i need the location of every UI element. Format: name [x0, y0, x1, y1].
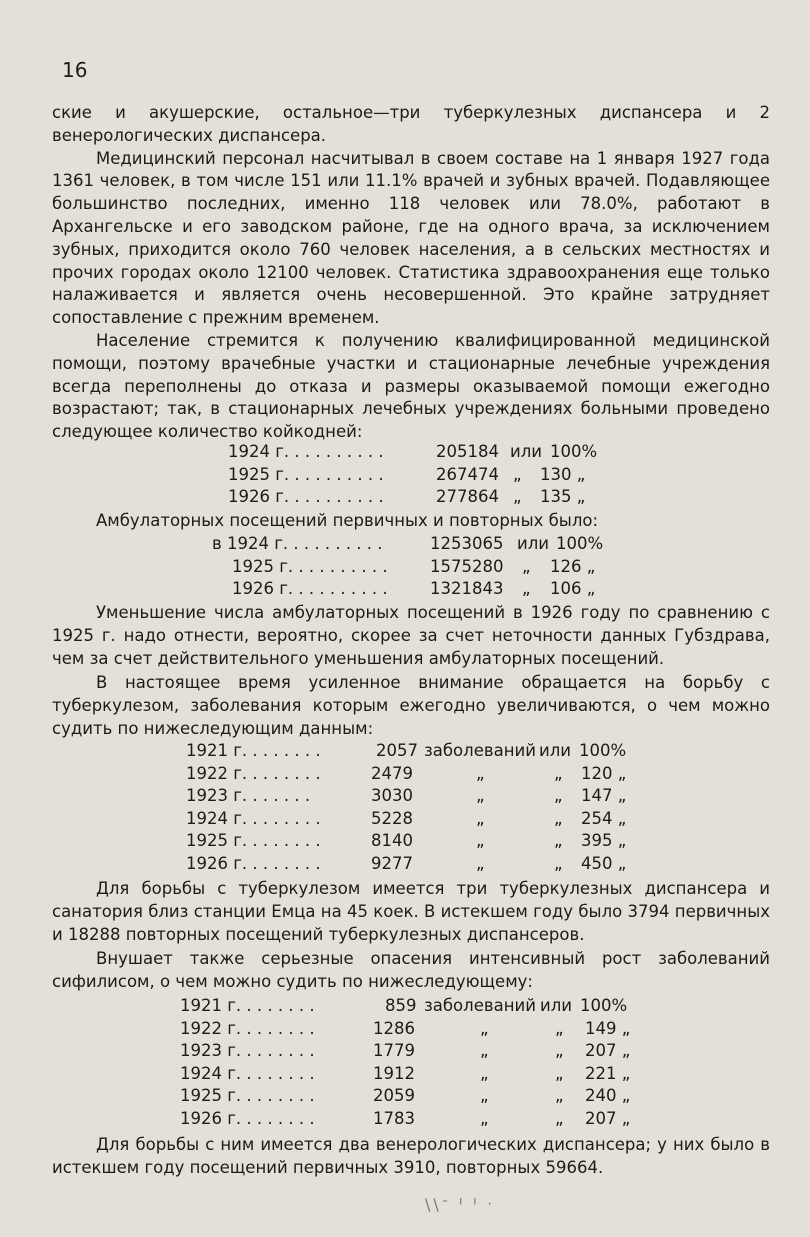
paragraph: Уменьшение числа амбулаторных посещений в 1926 году по сравнению с 1925 г. надо отнести, вероятно, скорее за счет неточности данных Губздрава, чем за счет действительного уменьшения амбулаторных посещений.	[52, 603, 770, 668]
handwritten-mark: \\ᐨ ᑊ ᑊ ᐧ	[425, 1195, 495, 1214]
word-cell: „	[480, 1086, 489, 1106]
word-cell: „	[476, 831, 485, 851]
page-number: 16	[62, 58, 88, 82]
pct-cell: 100%	[580, 996, 628, 1015]
pct-cell: 100%	[550, 442, 598, 461]
year-cell: 1921 г. . . . . . . .	[180, 996, 315, 1015]
year-cell: 1924 г. . . . . . . .	[186, 808, 321, 828]
value-cell: 2479	[371, 763, 413, 783]
word-cell: „	[555, 1041, 564, 1061]
value-cell: 5228	[371, 808, 413, 828]
ambulatory-heading: Амбулаторных посещений первичных и повторных было:	[96, 511, 599, 530]
year-cell: 1924 г. . . . . . . .	[180, 1063, 315, 1083]
middle-text	[52, 602, 770, 741]
pct-cell: 254 „	[581, 808, 627, 828]
pct-cell: 147 „	[581, 786, 627, 806]
pct-cell: 240 „	[585, 1086, 631, 1106]
word-cell: „	[480, 1041, 489, 1061]
pct-cell: 100%	[556, 534, 604, 553]
paragraph: Для борьбы с ним имеется два венерологических диспансера; у них было в истекшем году посещений первичных 3910, повторных 59664.	[52, 1135, 770, 1177]
year-cell: 1925 г. . . . . . . . . .	[232, 556, 388, 576]
paragraph: Внушает также серьезные опасения интенсивный рост заболеваний сифилисом, о чем можно судить по нижеследующему:	[52, 949, 770, 992]
word-cell: „	[555, 1086, 564, 1106]
year-cell: 1921 г. . . . . . . .	[186, 741, 321, 760]
word-cell: или	[540, 996, 572, 1015]
year-cell: 1924 г. . . . . . . . . .	[228, 442, 384, 461]
word-cell: заболеваний	[424, 996, 536, 1015]
word-cell: „	[513, 464, 522, 484]
pct-cell: 207 „	[585, 1108, 631, 1128]
year-cell: 1926 г. . . . . . . . . .	[228, 487, 384, 507]
year-cell: 1926 г. . . . . . . . . .	[232, 579, 388, 599]
year-cell: 1923 г. . . . . . . .	[180, 1041, 315, 1061]
intro-text	[52, 102, 770, 444]
word-cell: „	[513, 487, 522, 507]
word-cell: заболеваний	[424, 741, 536, 760]
word-cell: „	[554, 831, 563, 851]
word-cell: „	[522, 579, 531, 599]
paragraph: ские и акушерские, остальное—три туберкулезных диспансера и 2 венерологических диспансера.	[52, 103, 770, 145]
year-cell: 1926 г. . . . . . . .	[186, 853, 321, 873]
value-cell: 9277	[371, 853, 413, 873]
word-cell: „	[480, 1108, 489, 1128]
pct-cell: 221 „	[585, 1063, 631, 1083]
value-cell: 1575280	[430, 556, 504, 576]
word-cell: или	[539, 741, 571, 760]
pct-cell: 207 „	[585, 1041, 631, 1061]
paragraph: Медицинский персонал насчитывал в своем составе на 1 января 1927 года 1361 человек, в том числе 151 или 11.1% врачей и зубных врачей. Подавляющее большинство последних, именно 118 человек или 78.0%, работают в Архангельске и его заводском районе, где на одного врача, за исключением зубных, приходится около 760 человек населения, а в сельских местностях и прочих городах около 12100 человек. Статистика здравоохранения еще только налаживается и является очень несовершенной. Это крайне затрудняет сопоставление с прежним временем.	[52, 148, 770, 328]
value-cell: 277864	[436, 487, 499, 507]
value-cell: 2057	[376, 741, 418, 760]
value-cell: 267474	[436, 464, 499, 484]
value-cell: 8140	[371, 831, 413, 851]
year-cell: 1925 г. . . . . . . .	[186, 831, 321, 851]
pct-cell: 135 „	[540, 487, 586, 507]
year-cell: 1923 г. . . . . . .	[186, 786, 311, 806]
value-cell: 1321843	[430, 579, 504, 599]
pct-cell: 100%	[579, 741, 627, 760]
pct-cell: 395 „	[581, 831, 627, 851]
value-cell: 2059	[373, 1086, 415, 1106]
word-cell: „	[480, 1063, 489, 1083]
tb-text	[52, 878, 770, 994]
ambulatory-heading-block	[52, 510, 770, 533]
word-cell: или	[517, 534, 549, 553]
year-cell: 1922 г. . . . . . . .	[180, 1018, 315, 1038]
year-cell: 1925 г. . . . . . . .	[180, 1086, 315, 1106]
paragraph: В настоящее время усиленное внимание обращается на борьбу с туберкулезом, заболевания которым ежегодно увеличиваются, о чем можно судить по нижеследующим данным:	[52, 673, 770, 738]
pct-cell: 149 „	[585, 1018, 631, 1038]
pct-cell: 450 „	[581, 853, 627, 873]
pct-cell: 106 „	[550, 579, 596, 599]
word-cell: „	[480, 1018, 489, 1038]
word-cell: „	[554, 853, 563, 873]
value-cell: 1912	[373, 1063, 415, 1083]
year-cell: в 1924 г. . . . . . . . . .	[212, 534, 383, 553]
word-cell: „	[476, 853, 485, 873]
word-cell: „	[476, 786, 485, 806]
value-cell: 3030	[371, 786, 413, 806]
word-cell: „	[554, 808, 563, 828]
value-cell: 1253065	[430, 534, 504, 553]
paragraph: Население стремится к получению квалифицированной медицинской помощи, поэтому врачебные участки и стационарные лечебные учреждения всегда переполнены до отказа и размеры оказываемой помощи ежегодно возрастают; так, в стационарных лечебных учреждениях больными проведено следующее количество койкодней:	[52, 330, 770, 442]
value-cell: 859	[385, 996, 417, 1015]
pct-cell: 130 „	[540, 464, 586, 484]
year-cell: 1925 г. . . . . . . . . .	[228, 464, 384, 484]
year-cell: 1926 г. . . . . . . .	[180, 1108, 315, 1128]
word-cell: „	[554, 763, 563, 783]
word-cell: „	[522, 556, 531, 576]
word-cell: „	[554, 786, 563, 806]
pct-cell: 120 „	[581, 763, 627, 783]
word-cell: „	[476, 808, 485, 828]
word-cell: „	[555, 1063, 564, 1083]
value-cell: 1779	[373, 1041, 415, 1061]
word-cell: „	[555, 1108, 564, 1128]
value-cell: 205184	[436, 442, 499, 461]
year-cell: 1922 г. . . . . . . .	[186, 763, 321, 783]
final-text	[52, 1134, 770, 1180]
word-cell: „	[476, 763, 485, 783]
pct-cell: 126 „	[550, 556, 596, 576]
value-cell: 1286	[373, 1018, 415, 1038]
paragraph: Для борьбы с туберкулезом имеется три туберкулезных диспансера и санатория близ станции Емца на 45 коек. В истекшем году было 3794 первичных и 18288 повторных посещений туберкулезных диспансеров.	[52, 879, 770, 944]
value-cell: 1783	[373, 1108, 415, 1128]
word-cell: или	[510, 442, 542, 461]
word-cell: „	[555, 1018, 564, 1038]
